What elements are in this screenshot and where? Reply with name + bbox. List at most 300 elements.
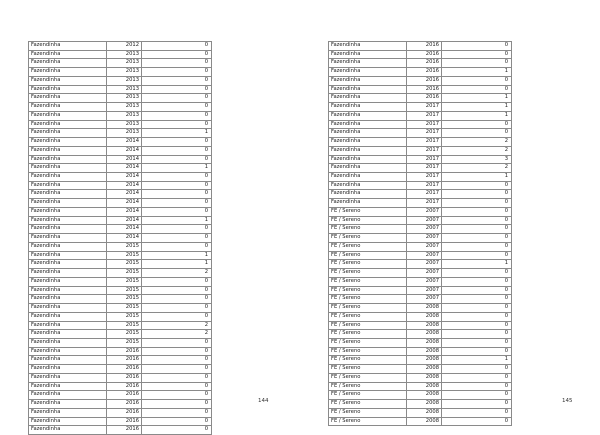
count-cell: 0 — [442, 338, 512, 347]
table-row — [29, 242, 212, 251]
year-cell: 2007 — [407, 225, 442, 234]
year-cell: 2016 — [107, 347, 142, 356]
location-cell: Fazendinha — [29, 373, 107, 382]
year-cell: 2016 — [107, 426, 142, 435]
location-cell: Fazendinha — [29, 173, 107, 182]
count-cell: 0 — [142, 190, 212, 199]
year-cell: 2016 — [107, 400, 142, 409]
year-cell: 2013 — [107, 103, 142, 112]
location-cell: Fazendinha — [329, 85, 407, 94]
table-row — [29, 42, 212, 51]
year-cell: 2017 — [407, 138, 442, 147]
location-cell: FE / Sereno — [329, 207, 407, 216]
count-cell: 0 — [142, 338, 212, 347]
year-cell: 2017 — [407, 155, 442, 164]
year-cell: 2014 — [107, 146, 142, 155]
location-cell: Fazendinha — [29, 277, 107, 286]
location-cell: FE / Sereno — [329, 216, 407, 225]
location-cell: Fazendinha — [329, 138, 407, 147]
table-row — [29, 216, 212, 225]
year-cell: 2007 — [407, 269, 442, 278]
location-cell: Fazendinha — [29, 417, 107, 426]
table-row — [329, 190, 512, 199]
count-cell: 2 — [142, 269, 212, 278]
count-cell: 0 — [142, 382, 212, 391]
table-row — [29, 173, 212, 182]
count-cell: 0 — [142, 277, 212, 286]
location-cell: Fazendinha — [29, 111, 107, 120]
year-cell: 2017 — [407, 181, 442, 190]
location-cell: Fazendinha — [29, 103, 107, 112]
year-cell: 2017 — [407, 164, 442, 173]
table-row — [29, 417, 212, 426]
table-row — [329, 312, 512, 321]
location-cell: Fazendinha — [29, 207, 107, 216]
count-cell: 0 — [442, 181, 512, 190]
year-cell: 2008 — [407, 408, 442, 417]
location-cell: Fazendinha — [29, 269, 107, 278]
table-row — [29, 286, 212, 295]
year-cell: 2015 — [107, 260, 142, 269]
table-row — [29, 94, 212, 103]
table-row — [329, 277, 512, 286]
data-table — [28, 41, 212, 435]
year-cell: 2007 — [407, 260, 442, 269]
table-row — [29, 277, 212, 286]
year-cell: 2017 — [407, 120, 442, 129]
year-cell: 2012 — [107, 42, 142, 51]
table-row — [29, 59, 212, 68]
count-cell: 0 — [442, 391, 512, 400]
count-cell: 0 — [442, 76, 512, 85]
table-row — [29, 295, 212, 304]
location-cell: FE / Sereno — [329, 269, 407, 278]
location-cell: Fazendinha — [29, 382, 107, 391]
year-cell: 2015 — [107, 242, 142, 251]
count-cell: 0 — [142, 68, 212, 77]
table-row — [29, 155, 212, 164]
location-cell: Fazendinha — [329, 173, 407, 182]
table-row — [329, 408, 512, 417]
year-cell: 2017 — [407, 190, 442, 199]
table-row — [329, 138, 512, 147]
location-cell: Fazendinha — [29, 242, 107, 251]
location-cell: Fazendinha — [329, 59, 407, 68]
location-cell: FE / Sereno — [329, 400, 407, 409]
table-row — [29, 50, 212, 59]
count-cell: 0 — [142, 225, 212, 234]
table-row — [329, 42, 512, 51]
count-cell: 0 — [442, 269, 512, 278]
count-cell: 2 — [442, 146, 512, 155]
location-cell: Fazendinha — [29, 234, 107, 243]
location-cell: Fazendinha — [29, 304, 107, 313]
count-cell: 0 — [442, 321, 512, 330]
count-cell: 1 — [142, 129, 212, 138]
year-cell: 2007 — [407, 251, 442, 260]
location-cell: FE / Sereno — [329, 338, 407, 347]
count-cell: 0 — [442, 347, 512, 356]
location-cell: Fazendinha — [329, 94, 407, 103]
count-cell: 0 — [142, 242, 212, 251]
year-cell: 2016 — [107, 417, 142, 426]
location-cell: Fazendinha — [329, 199, 407, 208]
table-row — [29, 138, 212, 147]
table-row — [329, 382, 512, 391]
year-cell: 2014 — [107, 199, 142, 208]
count-cell: 0 — [442, 400, 512, 409]
table-row — [329, 373, 512, 382]
table-row — [329, 68, 512, 77]
count-cell: 0 — [142, 347, 212, 356]
count-cell: 0 — [142, 50, 212, 59]
table-row — [329, 103, 512, 112]
location-cell: Fazendinha — [29, 408, 107, 417]
location-cell: Fazendinha — [329, 146, 407, 155]
count-cell: 0 — [442, 190, 512, 199]
location-cell: Fazendinha — [329, 120, 407, 129]
location-cell: Fazendinha — [29, 42, 107, 51]
table-row — [329, 225, 512, 234]
location-cell: Fazendinha — [329, 129, 407, 138]
year-cell: 2008 — [407, 382, 442, 391]
year-cell: 2014 — [107, 164, 142, 173]
table-row — [329, 365, 512, 374]
table-row — [29, 225, 212, 234]
count-cell: 0 — [442, 365, 512, 374]
count-cell: 1 — [142, 216, 212, 225]
count-cell: 0 — [142, 94, 212, 103]
location-cell: Fazendinha — [29, 216, 107, 225]
count-cell: 0 — [442, 251, 512, 260]
table-row — [329, 242, 512, 251]
table-row — [29, 129, 212, 138]
table-row — [29, 426, 212, 435]
location-cell: FE / Sereno — [329, 312, 407, 321]
count-cell: 0 — [142, 417, 212, 426]
location-cell: Fazendinha — [29, 94, 107, 103]
year-cell: 2013 — [107, 129, 142, 138]
table-row — [329, 50, 512, 59]
table-row — [329, 391, 512, 400]
table-row — [329, 120, 512, 129]
table-row — [29, 199, 212, 208]
table-row — [329, 356, 512, 365]
location-cell: FE / Sereno — [329, 365, 407, 374]
table-row — [29, 111, 212, 120]
year-cell: 2008 — [407, 391, 442, 400]
year-cell: 2017 — [407, 103, 442, 112]
location-cell: FE / Sereno — [329, 330, 407, 339]
year-cell: 2013 — [107, 76, 142, 85]
location-cell: FE / Sereno — [329, 321, 407, 330]
year-cell: 2015 — [107, 330, 142, 339]
table-row — [29, 347, 212, 356]
count-cell: 0 — [142, 138, 212, 147]
table-row — [329, 295, 512, 304]
year-cell: 2008 — [407, 304, 442, 313]
location-cell: Fazendinha — [29, 400, 107, 409]
table-row — [329, 321, 512, 330]
table-row — [29, 321, 212, 330]
location-cell: Fazendinha — [29, 181, 107, 190]
location-cell: Fazendinha — [29, 155, 107, 164]
count-cell: 0 — [142, 408, 212, 417]
table-row — [29, 408, 212, 417]
location-cell: Fazendinha — [29, 146, 107, 155]
location-cell: Fazendinha — [329, 164, 407, 173]
table-row — [29, 190, 212, 199]
year-cell: 2014 — [107, 173, 142, 182]
location-cell: Fazendinha — [29, 190, 107, 199]
year-cell: 2008 — [407, 356, 442, 365]
year-cell: 2016 — [407, 59, 442, 68]
count-cell: 0 — [442, 242, 512, 251]
location-cell: FE / Sereno — [329, 417, 407, 426]
page-number: 144 — [258, 398, 269, 404]
table-row — [29, 251, 212, 260]
count-cell: 0 — [142, 85, 212, 94]
location-cell: Fazendinha — [329, 50, 407, 59]
year-cell: 2015 — [107, 295, 142, 304]
table-row — [29, 164, 212, 173]
location-cell: Fazendinha — [29, 50, 107, 59]
count-cell: 2 — [442, 138, 512, 147]
location-cell: Fazendinha — [29, 286, 107, 295]
year-cell: 2015 — [107, 277, 142, 286]
year-cell: 2013 — [107, 111, 142, 120]
year-cell: 2015 — [107, 304, 142, 313]
location-cell: Fazendinha — [29, 365, 107, 374]
year-cell: 2016 — [107, 391, 142, 400]
count-cell: 1 — [142, 164, 212, 173]
location-cell: Fazendinha — [29, 251, 107, 260]
table-row — [329, 199, 512, 208]
location-cell: Fazendinha — [29, 321, 107, 330]
count-cell: 0 — [442, 42, 512, 51]
count-cell: 0 — [142, 295, 212, 304]
count-cell: 0 — [442, 382, 512, 391]
year-cell: 2016 — [407, 50, 442, 59]
year-cell: 2007 — [407, 286, 442, 295]
count-cell: 0 — [142, 426, 212, 435]
location-cell: FE / Sereno — [329, 356, 407, 365]
table-row — [329, 173, 512, 182]
year-cell: 2016 — [407, 68, 442, 77]
count-cell: 0 — [442, 207, 512, 216]
count-cell: 0 — [142, 103, 212, 112]
count-cell: 0 — [442, 85, 512, 94]
year-cell: 2014 — [107, 225, 142, 234]
count-cell: 0 — [442, 216, 512, 225]
count-cell: 1 — [442, 103, 512, 112]
year-cell: 2016 — [107, 356, 142, 365]
table-row — [29, 181, 212, 190]
count-cell: 0 — [142, 59, 212, 68]
location-cell: Fazendinha — [29, 76, 107, 85]
year-cell: 2013 — [107, 50, 142, 59]
year-cell: 2017 — [407, 146, 442, 155]
location-cell: FE / Sereno — [329, 304, 407, 313]
table-row — [29, 260, 212, 269]
location-cell: FE / Sereno — [329, 286, 407, 295]
location-cell: FE / Sereno — [329, 234, 407, 243]
count-cell: 0 — [142, 234, 212, 243]
location-cell: Fazendinha — [329, 190, 407, 199]
count-cell: 0 — [442, 312, 512, 321]
year-cell: 2007 — [407, 216, 442, 225]
table-row — [329, 59, 512, 68]
location-cell: Fazendinha — [29, 138, 107, 147]
location-cell: Fazendinha — [29, 330, 107, 339]
location-cell: Fazendinha — [29, 129, 107, 138]
data-table — [328, 41, 512, 426]
location-cell: FE / Sereno — [329, 251, 407, 260]
year-cell: 2008 — [407, 373, 442, 382]
count-cell: 1 — [142, 251, 212, 260]
count-cell: 0 — [442, 286, 512, 295]
location-cell: FE / Sereno — [329, 260, 407, 269]
count-cell: 0 — [142, 111, 212, 120]
table-row — [329, 260, 512, 269]
table-row — [329, 330, 512, 339]
year-cell: 2008 — [407, 338, 442, 347]
count-cell: 0 — [442, 234, 512, 243]
location-cell: Fazendinha — [329, 103, 407, 112]
year-cell: 2017 — [407, 129, 442, 138]
table-row — [29, 207, 212, 216]
year-cell: 2008 — [407, 321, 442, 330]
year-cell: 2016 — [107, 373, 142, 382]
count-cell: 0 — [142, 356, 212, 365]
location-cell: Fazendinha — [29, 356, 107, 365]
location-cell: Fazendinha — [329, 155, 407, 164]
year-cell: 2013 — [107, 85, 142, 94]
table-row — [329, 111, 512, 120]
count-cell: 0 — [142, 120, 212, 129]
table-row — [329, 400, 512, 409]
year-cell: 2016 — [107, 408, 142, 417]
year-cell: 2007 — [407, 295, 442, 304]
location-cell: FE / Sereno — [329, 295, 407, 304]
count-cell: 1 — [442, 356, 512, 365]
year-cell: 2007 — [407, 207, 442, 216]
location-cell: FE / Sereno — [329, 373, 407, 382]
table-row — [29, 365, 212, 374]
count-cell: 0 — [442, 199, 512, 208]
year-cell: 2008 — [407, 330, 442, 339]
location-cell: Fazendinha — [29, 312, 107, 321]
count-cell: 0 — [442, 295, 512, 304]
location-cell: Fazendinha — [329, 68, 407, 77]
year-cell: 2008 — [407, 347, 442, 356]
year-cell: 2014 — [107, 207, 142, 216]
table-row — [329, 304, 512, 313]
location-cell: FE / Sereno — [329, 391, 407, 400]
count-cell: 1 — [142, 260, 212, 269]
page-number: 145 — [562, 398, 573, 404]
count-cell: 0 — [442, 225, 512, 234]
table-row — [29, 391, 212, 400]
year-cell: 2007 — [407, 277, 442, 286]
year-cell: 2014 — [107, 234, 142, 243]
year-cell: 2016 — [407, 42, 442, 51]
count-cell: 0 — [142, 286, 212, 295]
year-cell: 2017 — [407, 111, 442, 120]
table-row — [29, 269, 212, 278]
year-cell: 2014 — [107, 138, 142, 147]
location-cell: Fazendinha — [29, 59, 107, 68]
table-row — [329, 181, 512, 190]
table-row — [329, 85, 512, 94]
year-cell: 2007 — [407, 242, 442, 251]
year-cell: 2008 — [407, 312, 442, 321]
count-cell: 3 — [442, 155, 512, 164]
table-row — [329, 347, 512, 356]
table-row — [329, 417, 512, 426]
count-cell: 0 — [142, 391, 212, 400]
year-cell: 2015 — [107, 251, 142, 260]
year-cell: 2013 — [107, 59, 142, 68]
table-row — [329, 251, 512, 260]
location-cell: FE / Sereno — [329, 408, 407, 417]
location-cell: Fazendinha — [329, 76, 407, 85]
table-row — [29, 76, 212, 85]
location-cell: Fazendinha — [29, 295, 107, 304]
table-row — [329, 129, 512, 138]
table-row — [29, 234, 212, 243]
count-cell: 2 — [142, 321, 212, 330]
count-cell: 0 — [142, 146, 212, 155]
location-cell: Fazendinha — [329, 42, 407, 51]
year-cell: 2007 — [407, 234, 442, 243]
table-row — [329, 338, 512, 347]
year-cell: 2017 — [407, 173, 442, 182]
table-row — [29, 400, 212, 409]
year-cell: 2016 — [407, 85, 442, 94]
table-row — [29, 338, 212, 347]
count-cell: 0 — [442, 120, 512, 129]
table-row — [329, 234, 512, 243]
location-cell: Fazendinha — [29, 85, 107, 94]
document-page-left — [0, 0, 300, 433]
count-cell: 1 — [442, 260, 512, 269]
location-cell: Fazendinha — [29, 225, 107, 234]
count-cell: 0 — [142, 312, 212, 321]
location-cell: Fazendinha — [329, 111, 407, 120]
table-row — [329, 164, 512, 173]
count-cell: 0 — [142, 155, 212, 164]
year-cell: 2016 — [107, 382, 142, 391]
table-row — [329, 94, 512, 103]
table-row — [29, 304, 212, 313]
table-row — [29, 382, 212, 391]
count-cell: 1 — [442, 173, 512, 182]
count-cell: 0 — [442, 373, 512, 382]
year-cell: 2014 — [107, 181, 142, 190]
table-row — [329, 216, 512, 225]
year-cell: 2014 — [107, 155, 142, 164]
table-row — [29, 103, 212, 112]
year-cell: 2015 — [107, 286, 142, 295]
count-cell: 0 — [142, 173, 212, 182]
location-cell: FE / Sereno — [329, 347, 407, 356]
table-row — [29, 356, 212, 365]
count-cell: 0 — [442, 417, 512, 426]
location-cell: FE / Sereno — [329, 382, 407, 391]
count-cell: 0 — [442, 50, 512, 59]
location-cell: FE / Sereno — [329, 225, 407, 234]
